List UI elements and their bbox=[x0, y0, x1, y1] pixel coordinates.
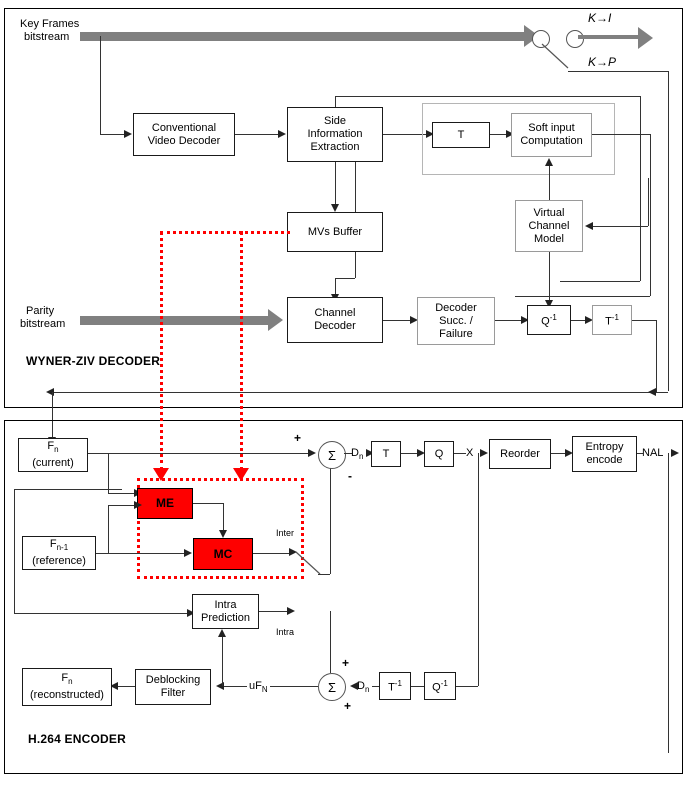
channel-decoder-line2: Decoder bbox=[314, 320, 356, 332]
key-frames-label-line2: bitstream bbox=[24, 31, 70, 43]
sie-top-return-h bbox=[335, 96, 640, 97]
block-entropy-encode[interactable] bbox=[572, 436, 637, 472]
adder-bottom-plus-bottom: + bbox=[344, 699, 352, 713]
reorder-label: Reorder bbox=[500, 447, 540, 460]
deblocking-to-recon-h bbox=[116, 686, 135, 687]
fn-to-me-h bbox=[108, 493, 136, 494]
red-mv-path-right-v bbox=[240, 231, 243, 471]
keyframe-drop-v bbox=[100, 36, 101, 134]
block-virtual-channel-model[interactable] bbox=[515, 200, 583, 252]
recon-bus-to-ref-h bbox=[14, 489, 122, 490]
soft-out-h bbox=[592, 134, 650, 135]
residual-dn-label: $D_n$ bbox=[351, 447, 364, 462]
wyner-ziv-decoder-label: WYNER-ZIV DECODER bbox=[26, 354, 161, 368]
ref-to-me-h bbox=[108, 505, 136, 506]
kp-route-v bbox=[668, 71, 669, 391]
cd-to-dsf-line bbox=[383, 320, 411, 321]
me-to-mc-arrowhead bbox=[219, 530, 227, 538]
adder-bottom bbox=[318, 673, 346, 701]
recon-bus-v bbox=[14, 489, 15, 613]
ufn-to-intra-v bbox=[222, 636, 223, 686]
intra-line2: Prediction bbox=[201, 611, 250, 624]
red-mv-path-left-v bbox=[160, 231, 163, 471]
fn-to-adder-arrowhead bbox=[308, 449, 316, 457]
sie-to-t-line bbox=[383, 134, 427, 135]
sie-top-return-h2 bbox=[560, 281, 640, 282]
ufn-label: $uF_N$ bbox=[249, 680, 268, 695]
block-mvs-buffer[interactable] bbox=[287, 212, 383, 252]
adder-bottom-plus-top: + bbox=[342, 656, 350, 670]
fn-to-adder-h bbox=[88, 453, 310, 454]
soft-out-to-q-h bbox=[515, 296, 650, 297]
adder-top bbox=[318, 441, 346, 469]
block-encoder-inverse-quant[interactable] bbox=[424, 672, 456, 700]
sie-line2: Information bbox=[307, 128, 363, 140]
fn-recon-line1: $F_n$ bbox=[61, 672, 73, 687]
h264-encoder-label: H.264 ENCODER bbox=[28, 732, 126, 746]
channel-decoder-line1: Channel bbox=[314, 307, 356, 319]
nal-label: NAL bbox=[642, 447, 664, 459]
q-to-x-h bbox=[454, 453, 466, 454]
block-decoder-transform-t[interactable] bbox=[432, 122, 490, 148]
cvd-to-sie-line bbox=[235, 134, 279, 135]
entropy-line1: Entropy bbox=[585, 441, 624, 453]
fn-current-line1: $F_n$ bbox=[47, 440, 59, 455]
adder-bottom-glyph: Σ bbox=[327, 679, 337, 695]
block-intra-prediction[interactable] bbox=[192, 594, 259, 629]
sie-top-return-v2 bbox=[640, 96, 641, 281]
sie-line3: Extraction bbox=[310, 141, 360, 153]
decoder-to-encoder-feedback-h bbox=[52, 392, 668, 393]
dsf-to-q-line bbox=[495, 320, 523, 321]
sie-right-h bbox=[335, 278, 355, 279]
residual-dn-bottom-label: $D_n$ bbox=[357, 680, 370, 695]
soft-input-line1: Soft input bbox=[528, 122, 575, 134]
pred-to-bottom-adder-v bbox=[330, 611, 331, 673]
ufn-line-h bbox=[222, 686, 318, 687]
switch-out-arrowhead bbox=[638, 27, 653, 49]
vcm-to-q-v bbox=[549, 252, 550, 302]
fn1-line2: (reference) bbox=[32, 554, 86, 567]
parity-label-line2: bitstream bbox=[20, 318, 66, 330]
vcm-to-soft-arrowhead bbox=[545, 158, 553, 166]
block-fn-reconstructed[interactable] bbox=[22, 668, 112, 706]
intra-out-h bbox=[259, 611, 289, 612]
soft-out-v bbox=[650, 134, 651, 296]
vcm-line2: Channel bbox=[528, 219, 570, 232]
encoder-inverse-transform-label: $T^{-1}$ bbox=[388, 679, 402, 694]
me-to-mc-v bbox=[223, 503, 224, 531]
vcm-feedback-arrowhead bbox=[585, 222, 593, 230]
adder-top-plus: + bbox=[294, 431, 302, 445]
key-frames-bitstream-arrow bbox=[80, 32, 532, 41]
conventional-video-decoder-line2: Video Decoder bbox=[147, 134, 221, 147]
block-conventional-video-decoder[interactable] bbox=[133, 113, 235, 156]
encoder-inverse-quant-label: $Q^{-1}$ bbox=[432, 679, 448, 694]
mvs-buffer-label: MVs Buffer bbox=[307, 225, 363, 238]
sie-top-return-v bbox=[335, 96, 336, 107]
me-to-mc-h bbox=[193, 503, 223, 504]
vcm-feedback-v bbox=[648, 178, 649, 226]
dec-tinv-out-v bbox=[656, 320, 657, 392]
fn1-line1: $F_{n-1}$ bbox=[49, 538, 69, 553]
parity-bitstream-arrow bbox=[80, 316, 272, 325]
dec-tinv-out-h bbox=[632, 320, 656, 321]
vcm-feedback-h bbox=[592, 226, 648, 227]
inter-label: Inter bbox=[276, 528, 295, 538]
keyframe-drop-h bbox=[100, 134, 125, 135]
vcm-line3: Model bbox=[534, 232, 564, 245]
adder-top-glyph: Σ bbox=[327, 447, 337, 463]
block-reorder[interactable] bbox=[489, 439, 551, 469]
sie-to-mvs-line bbox=[335, 162, 336, 206]
block-motion-compensation[interactable] bbox=[193, 538, 253, 570]
h264-encoder-panel bbox=[4, 420, 683, 774]
intra-out-arrowhead bbox=[287, 607, 295, 615]
keyframe-drop-arrowhead bbox=[124, 130, 132, 138]
entropy-line2: encode bbox=[586, 454, 623, 466]
adder-top-minus: - bbox=[348, 469, 352, 483]
block-fn-current[interactable] bbox=[18, 438, 88, 472]
cvd-to-sie-arrowhead bbox=[278, 130, 286, 138]
key-frames-label-line1: Key Frames bbox=[20, 18, 80, 30]
recon-bus-to-intra-h bbox=[14, 613, 189, 614]
decoder-transform-t-label: T bbox=[457, 128, 465, 141]
conventional-video-decoder-line1: Conventional bbox=[151, 121, 217, 134]
switch-label-k-to-p: K→P bbox=[588, 55, 617, 69]
mc-label: MC bbox=[213, 546, 233, 561]
parity-arrowhead bbox=[268, 309, 283, 331]
dsf-line3: Failure bbox=[439, 327, 473, 340]
parity-label-line1: Parity bbox=[26, 305, 55, 317]
switch-label-k-to-i: K→I bbox=[588, 11, 612, 25]
fn-recon-line2: (reconstructed) bbox=[30, 688, 104, 701]
block-side-information-extraction[interactable] bbox=[287, 107, 383, 162]
sie-line1: Side bbox=[323, 115, 347, 127]
tinv-to-adder-arrowhead bbox=[350, 682, 358, 690]
block-decoder-inverse-quant[interactable] bbox=[527, 305, 571, 335]
block-soft-input-computation[interactable] bbox=[511, 113, 592, 157]
decoder-feedback-right-arrowhead bbox=[648, 388, 656, 396]
kp-route-h bbox=[568, 71, 668, 72]
vcm-line1: Virtual bbox=[533, 206, 565, 219]
tinv-to-adder-h bbox=[372, 686, 379, 687]
fn-current-line2: (current) bbox=[32, 456, 74, 469]
encoder-right-bus-v bbox=[668, 453, 669, 753]
fn-to-me-v bbox=[108, 453, 109, 493]
mc-out-h bbox=[253, 553, 293, 554]
soft-input-line2: Computation bbox=[520, 135, 583, 147]
dsf-line1: Decoder bbox=[435, 301, 477, 314]
nal-arrowhead bbox=[671, 449, 679, 457]
mode-switch-to-adder-v bbox=[330, 468, 331, 574]
block-decoder-succ-failure[interactable] bbox=[417, 297, 495, 345]
ref-to-me-v bbox=[108, 505, 109, 553]
deblocking-line1: Deblocking bbox=[145, 674, 201, 686]
deblocking-line2: Filter bbox=[160, 687, 186, 699]
block-decoder-inverse-transform[interactable] bbox=[592, 305, 632, 335]
vcm-to-soft-v bbox=[549, 165, 550, 200]
red-mv-path-top-h bbox=[160, 231, 290, 234]
decoder-inverse-quant-label: $Q^{-1}$ bbox=[541, 313, 557, 328]
block-encoder-quant-q[interactable] bbox=[424, 441, 454, 467]
sie-to-mvs-arrowhead bbox=[331, 204, 339, 212]
dsf-line2: Succ. / bbox=[439, 314, 473, 327]
block-encoder-transform-t[interactable] bbox=[371, 441, 401, 467]
ref-to-mc-arrowhead bbox=[184, 549, 192, 557]
ref-to-mc-h bbox=[96, 553, 186, 554]
x-to-reorder-arrowhead bbox=[480, 449, 488, 457]
block-channel-decoder[interactable] bbox=[287, 297, 383, 343]
x-tap-v bbox=[478, 453, 479, 686]
block-deblocking-filter[interactable] bbox=[135, 669, 211, 705]
encoder-transform-t-label: T bbox=[382, 447, 390, 460]
mode-switch-h bbox=[318, 574, 330, 575]
ufn-to-intra-arrowhead bbox=[218, 629, 226, 637]
coeff-x-label: X bbox=[466, 447, 474, 459]
block-encoder-inverse-transform[interactable] bbox=[379, 672, 411, 700]
me-label: ME bbox=[156, 496, 174, 510]
encoder-quant-q-label: Q bbox=[434, 447, 444, 460]
block-motion-estimation[interactable] bbox=[137, 488, 193, 519]
intra-label: Intra bbox=[276, 627, 295, 637]
intra-line1: Intra bbox=[214, 598, 237, 611]
ref-to-me-arrowhead bbox=[134, 501, 142, 509]
block-fn1-reference[interactable] bbox=[22, 536, 96, 570]
decoder-inverse-transform-label: $T^{-1}$ bbox=[605, 313, 619, 328]
